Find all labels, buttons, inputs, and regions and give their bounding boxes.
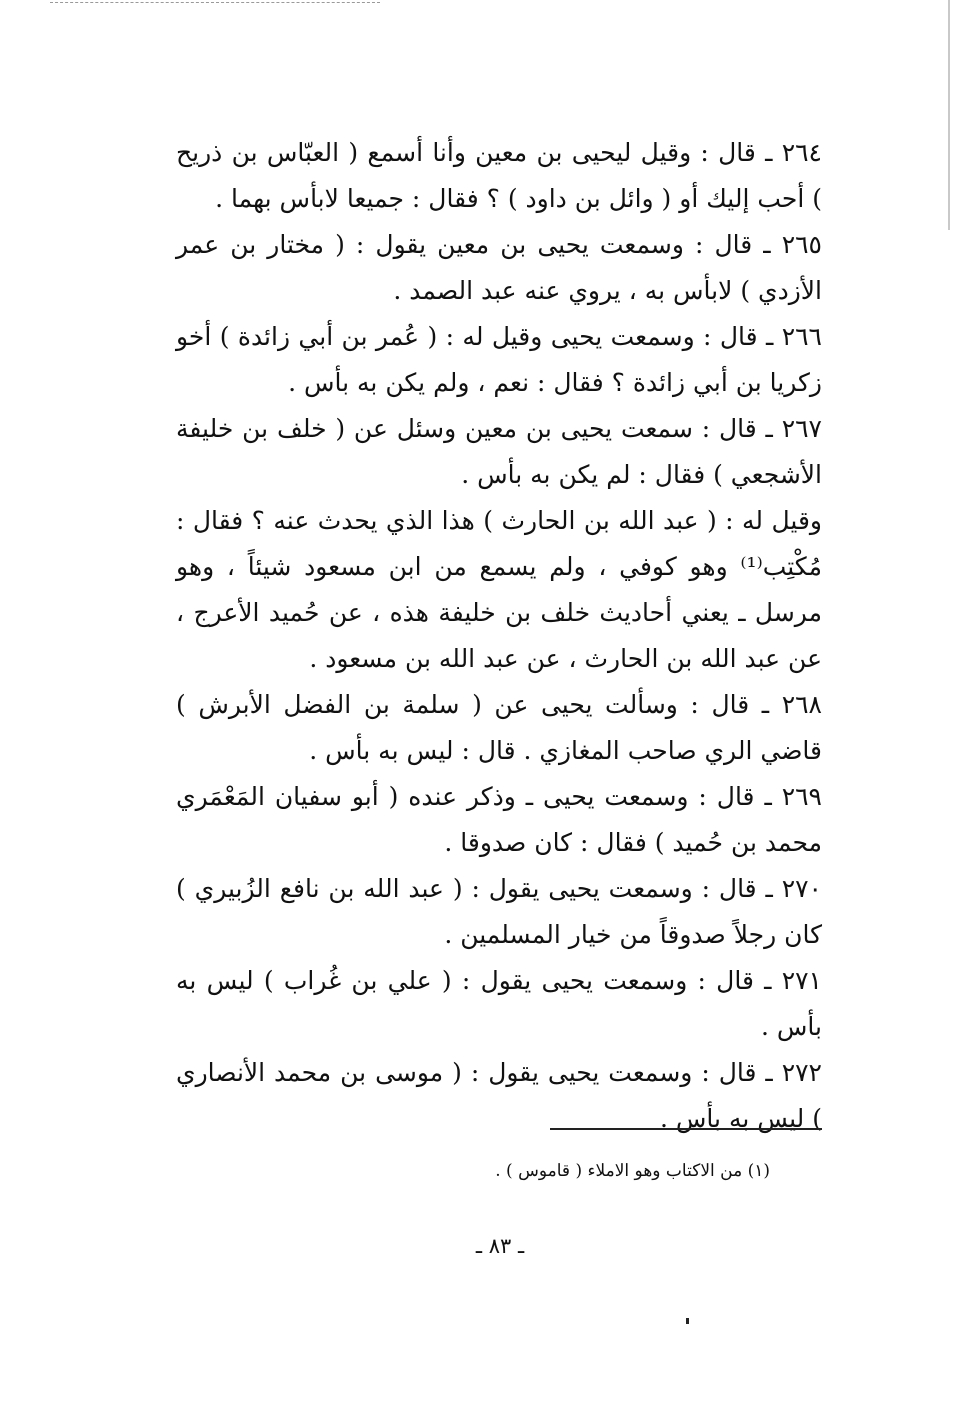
top-dashed-rule (50, 2, 380, 3)
paragraph-266: ٢٦٦ ـ قال : وسمعت يحيى وقيل له : ( عُمر بن أبي زائدة ) أخو زكريا بن أبي زائدة ؟ فقال : نعم ، ولم يكن به بأس . (176, 322, 822, 397)
paragraph-267-continued: وقيل له : ( عبد الله بن الحارث ) هذا الذي يحدث عنه ؟ فقال : مُكْتِب⁽¹⁾ وهو كوفي ، ولم يسمع من ابن مسعود شيئاً ، وهو مرسل ـ يعني أحاديث خلف بن خليفة هذه ، عن حُميد الأعرج ، عن عبد الله بن الحارث ، عن عبد الله بن مسعود . (176, 506, 822, 673)
paragraph-271: ٢٧١ ـ قال : وسمعت يحيى يقول : ( علي بن غُراب ) ليس به بأس . (176, 966, 822, 1041)
scan-speck (686, 1318, 689, 1324)
footnote: (١) من الاكتاب وهو الاملاء ( قاموس ) . (495, 1161, 770, 1181)
paragraph-270: ٢٧٠ ـ قال : وسمعت يحيى يقول : ( عبد الله بن نافع الزُبيري ) كان رجلاً صدوقاً من خيار المسلمين . (176, 874, 822, 949)
page-number: ـ ٨٣ ـ (475, 1234, 525, 1258)
paragraph-267: ٢٦٧ ـ قال : سمعت يحيى بن معين وسئل عن ( خلف بن خليفة الأشجعي ) فقال : لم يكن به بأس . (176, 414, 822, 489)
main-text (176, 130, 822, 1142)
paragraph-272: ٢٧٢ ـ قال : وسمعت يحيى يقول : ( موسى بن محمد الأنصاري ) ليس به بأس . (176, 1058, 822, 1133)
paragraph-269: ٢٦٩ ـ قال : وسمعت يحيى ـ وذكر عنده ( أبو سفيان المَعْمَري محمد بن حُميد ) فقال : كان صدوقا . (176, 782, 822, 857)
paragraph-265: ٢٦٥ ـ قال : وسمعت يحيى بن معين يقول : ( مختار بن عمر الأزدي ) لابأس به ، يروي عنه عبد الصمد . (176, 230, 822, 305)
paragraph-264: ٢٦٤ ـ قال : وقيل ليحيى بن معين وأنا أسمع ( العبّاس بن ذريح ) أحب إليك أو ( وائل بن داود ) ؟ فقال : جميعا لابأس بهما . (176, 138, 822, 213)
paragraph-268: ٢٦٨ ـ قال : وسألت يحيى عن ( سلمة بن الفضل الأبرش ) قاضي الري صاحب المغازي . قال : ليس به بأس . (176, 690, 822, 765)
scan-edge-line (948, 0, 950, 230)
footnote-separator (550, 1128, 822, 1130)
